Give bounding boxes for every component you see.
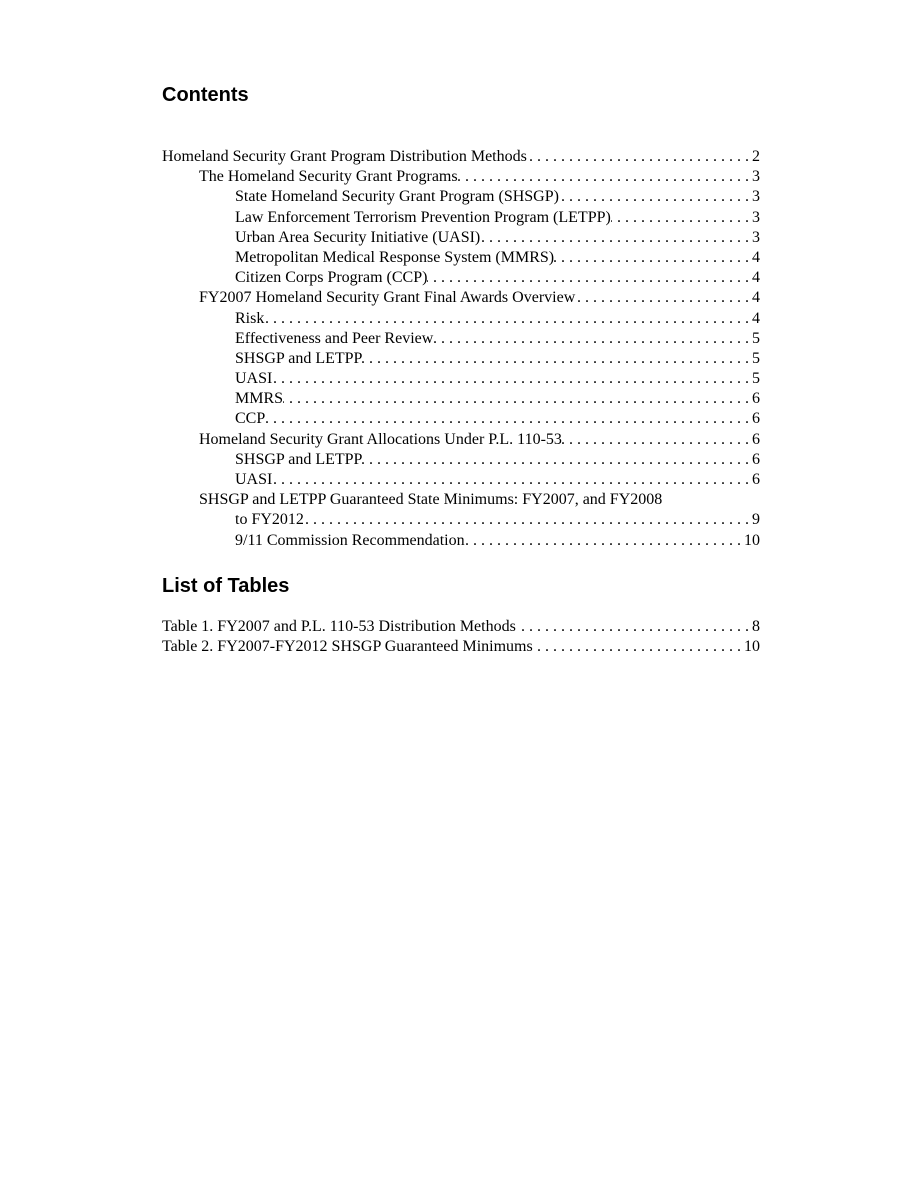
toc-entry-page: 4 — [752, 289, 760, 307]
table-of-contents — [162, 147, 760, 551]
toc-entry-title: Citizen Corps Program (CCP) — [235, 269, 428, 287]
toc-entry[interactable] — [162, 389, 760, 409]
toc-entry-page: 3 — [752, 168, 760, 186]
toc-entry-page: 3 — [752, 188, 760, 206]
toc-entry[interactable] — [162, 470, 760, 490]
toc-entry[interactable] — [162, 288, 760, 308]
toc-entry-title: SHSGP and LETPP — [235, 349, 363, 367]
toc-entry-title: Urban Area Security Initiative (UASI) — [235, 228, 481, 246]
toc-entry-page: 5 — [752, 329, 760, 347]
toc-entry-title: Risk — [235, 309, 265, 327]
dot-leader — [433, 329, 752, 349]
toc-entry[interactable] — [162, 329, 760, 349]
toc-entry-title: Homeland Security Grant Allocations Under P.L. 110-53 — [199, 430, 562, 448]
toc-entry-continuation[interactable] — [162, 510, 760, 530]
toc-entry-page: 6 — [752, 450, 760, 468]
toc-entry[interactable] — [162, 531, 760, 551]
toc-entry[interactable] — [162, 208, 760, 228]
toc-entry[interactable] — [162, 490, 760, 510]
toc-entry-page: 10 — [744, 531, 760, 549]
dot-leader — [272, 369, 752, 389]
dot-leader — [265, 409, 752, 429]
list-of-tables-heading: List of Tables — [162, 575, 290, 597]
dot-leader — [362, 349, 752, 369]
toc-entry[interactable] — [162, 309, 760, 329]
toc-entry-page: 6 — [752, 430, 760, 448]
toc-entry[interactable] — [162, 228, 760, 248]
dot-leader — [533, 637, 744, 657]
toc-entry[interactable] — [162, 409, 760, 429]
toc-entry[interactable] — [162, 187, 760, 207]
toc-entry-page: 6 — [752, 390, 760, 408]
dot-leader — [362, 450, 752, 470]
toc-entry[interactable] — [162, 450, 760, 470]
dot-leader — [562, 430, 752, 450]
table-entry[interactable] — [162, 617, 760, 637]
dot-leader — [554, 248, 752, 268]
dot-leader — [559, 187, 752, 207]
toc-entry-title: Law Enforcement Terrorism Prevention Program (LETPP) — [235, 208, 611, 226]
toc-entry-title: 9/11 Commission Recommendation — [235, 531, 465, 549]
contents-heading: Contents — [162, 84, 249, 106]
list-of-tables — [162, 617, 760, 657]
dot-leader — [264, 309, 752, 329]
dot-leader — [575, 288, 752, 308]
toc-entry-page: 4 — [752, 269, 760, 287]
toc-entry-title: UASI — [235, 471, 273, 488]
toc-entry-title: State Homeland Security Grant Program (SHSGP) — [235, 188, 559, 206]
dot-leader — [516, 617, 752, 637]
toc-entry-title: UASI — [235, 370, 273, 388]
dot-leader — [272, 470, 752, 490]
toc-entry-title: MMRS — [235, 390, 284, 408]
toc-entry-page: 4 — [752, 309, 760, 327]
toc-entry[interactable] — [162, 248, 760, 268]
toc-entry[interactable] — [162, 167, 760, 187]
toc-entry-page: 6 — [752, 471, 760, 488]
toc-entry-title: The Homeland Security Grant Programs — [199, 168, 458, 186]
table-entry-page: 10 — [744, 638, 760, 656]
table-entry[interactable] — [162, 637, 760, 657]
toc-entry-page: 6 — [752, 410, 760, 428]
toc-entry-title: Homeland Security Grant Program Distribution Methods — [162, 148, 527, 165]
toc-entry-title: Effectiveness and Peer Review — [235, 329, 434, 347]
toc-entry-page: 3 — [752, 228, 760, 246]
dot-leader — [611, 208, 752, 228]
toc-entry-title: CCP — [235, 410, 266, 428]
toc-entry-title: SHSGP and LETPP — [235, 450, 363, 468]
dot-leader — [527, 147, 752, 167]
toc-entry[interactable] — [162, 268, 760, 288]
toc-entry[interactable] — [162, 369, 760, 389]
toc-entry[interactable] — [162, 430, 760, 450]
toc-entry-title: Metropolitan Medical Response System (MMRS) — [235, 248, 555, 266]
toc-entry-page: 5 — [752, 370, 760, 388]
toc-entry-page: 9 — [752, 511, 760, 529]
toc-entry[interactable] — [162, 349, 760, 369]
table-entry-title: Table 1. FY2007 and P.L. 110-53 Distribution Methods — [162, 618, 516, 635]
dot-leader — [427, 268, 752, 288]
toc-entry-title: to FY2012 — [235, 511, 304, 529]
dot-leader — [465, 531, 744, 551]
dot-leader — [480, 228, 752, 248]
table-entry-page: 8 — [752, 618, 760, 635]
toc-entry-page: 4 — [752, 248, 760, 266]
toc-entry-title: FY2007 Homeland Security Grant Final Awards Overview — [199, 289, 576, 307]
dot-leader — [304, 510, 752, 530]
dot-leader — [458, 167, 752, 187]
dot-leader — [283, 389, 752, 409]
toc-entry[interactable] — [162, 147, 760, 167]
toc-entry-title: SHSGP and LETPP Guaranteed State Minimums: FY2007, and FY2008 — [199, 491, 663, 509]
table-entry-title: Table 2. FY2007-FY2012 SHSGP Guaranteed Minimums — [162, 638, 533, 656]
toc-entry-page: 5 — [752, 349, 760, 367]
toc-entry-page: 2 — [752, 148, 760, 165]
toc-entry-page: 3 — [752, 208, 760, 226]
